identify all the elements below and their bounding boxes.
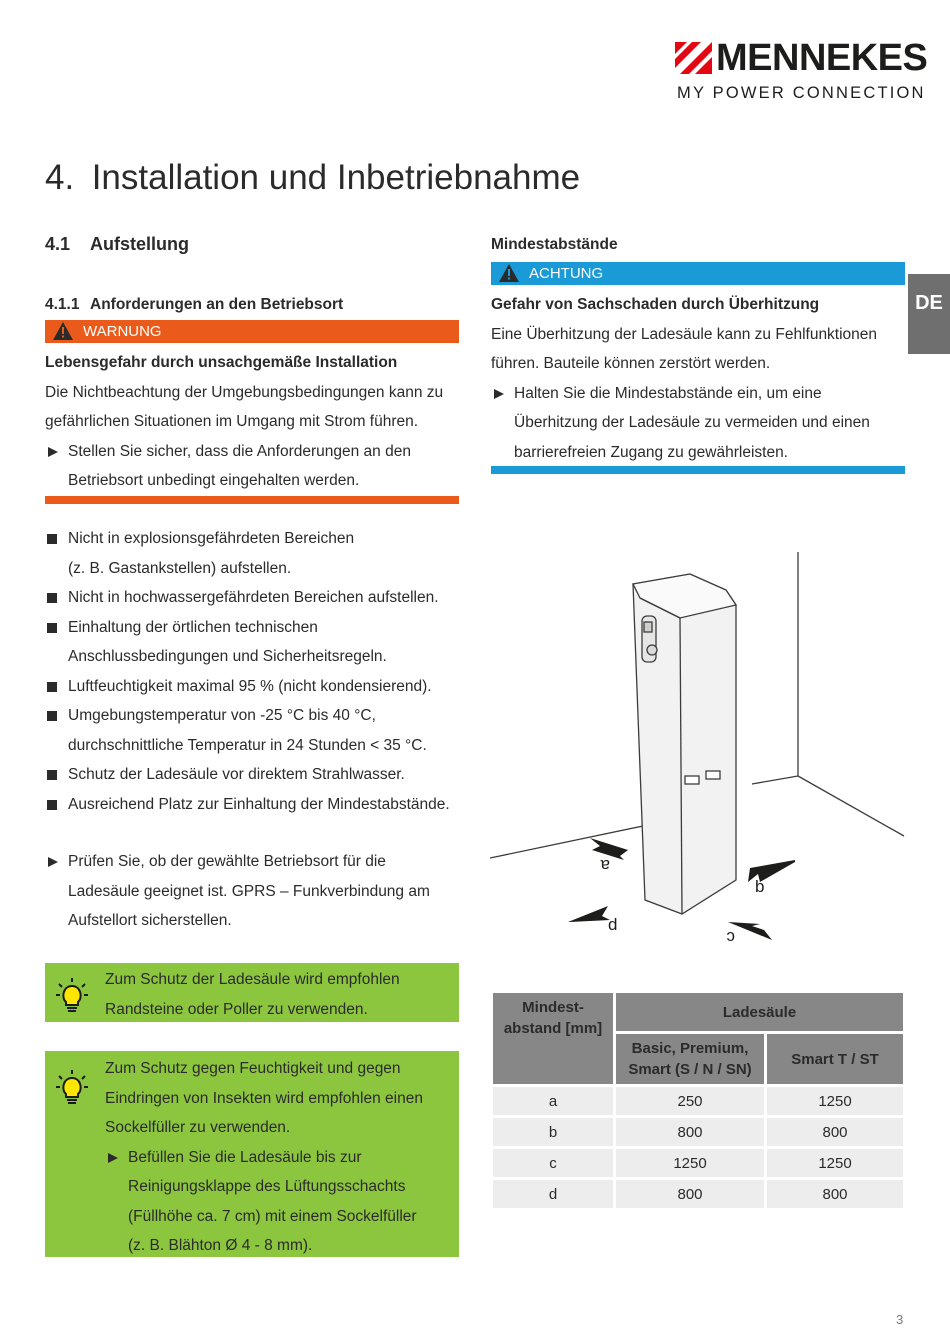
list-item	[45, 701, 475, 760]
col-header-line: abstand [mm]	[503, 1020, 603, 1037]
brand-name: MENNEKES	[716, 37, 928, 79]
list-item	[45, 790, 475, 820]
attention-action-line: barrierefreien Zugang zu gewährleisten.	[514, 443, 788, 461]
attention-heading: Gefahr von Sachschaden durch Überhitzung	[491, 296, 820, 313]
table-cell: 800	[767, 1118, 903, 1146]
list-item	[45, 524, 475, 583]
attention-label: ACHTUNG	[529, 265, 604, 282]
tip-line: Sockelfüller zu verwenden.	[105, 1119, 291, 1136]
chapter-title: 4. Installation und Inbetriebnahme	[45, 158, 581, 197]
list-item-line: Umgebungstemperatur von -25 °C bis 40 °C,	[68, 707, 376, 724]
attention-action-line: Überhitzung der Ladesäule zu vermeiden und einen	[514, 414, 870, 431]
tip-action-line: Befüllen Sie die Ladesäule bis zur	[128, 1148, 362, 1166]
warning-body	[45, 348, 465, 496]
warning-action-line: Betriebsort unbedingt eingehalten werden.	[68, 472, 360, 489]
list-item-line: Nicht in explosionsgefährdeten Bereichen	[68, 530, 355, 547]
list-item	[45, 760, 475, 790]
warning-triangle-icon	[499, 264, 519, 282]
table-cell: 1250	[616, 1149, 764, 1177]
check-action	[45, 847, 488, 936]
col-header-line: Smart (S / N / SN)	[628, 1061, 752, 1078]
diagram-label-a: a	[600, 856, 610, 875]
tip-action	[105, 1143, 459, 1261]
min-distances-title: Mindestabstände	[491, 236, 618, 253]
list-item-line: Ausreichend Platz zur Einhaltung der Mindestabstände.	[68, 795, 450, 813]
table-cell: b	[493, 1118, 613, 1146]
subsection-heading	[45, 296, 343, 314]
attention-text-line: Eine Überhitzung der Ladesäule kann zu Fehlfunktionen	[491, 325, 878, 343]
list-item	[45, 672, 475, 702]
table-cell: 800	[767, 1180, 903, 1208]
list-item-line: Schutz der Ladesäule vor direktem Strahlwasser.	[68, 766, 405, 783]
lightbulb-icon	[55, 977, 89, 1013]
warning-text-line: Die Nichtbeachtung der Umgebungsbedingungen kann zu	[45, 383, 444, 401]
table-row	[493, 1118, 903, 1146]
tip-box-1	[45, 963, 459, 1022]
list-item-line: durchschnittliche Temperatur in 24 Stunden < 35 °C.	[68, 736, 427, 754]
min-distance-table	[490, 990, 906, 1211]
list-item-line: Luftfeuchtigkeit maximal 95 % (nicht kondensierend).	[68, 677, 432, 695]
charging-station-illustration	[633, 574, 736, 914]
col-header-smart: Smart T / ST	[767, 1034, 903, 1084]
attention-bar	[491, 262, 905, 285]
table-cell: c	[493, 1149, 613, 1177]
diagram-label-c: c	[726, 928, 735, 947]
attention-action-line: Halten Sie die Mindestabstände ein, um eine	[514, 384, 822, 402]
list-item-line: Anschlussbedingungen und Sicherheitsregeln.	[68, 648, 387, 665]
tip-line: Eindringen von Insekten wird empfohlen einen	[105, 1089, 423, 1107]
lightbulb-icon	[55, 1069, 89, 1105]
tip-action-line: (Füllhöhe ca. 7 cm) mit einem Sockelfüller	[128, 1207, 417, 1225]
tip-line: Zum Schutz gegen Feuchtigkeit und gegen	[105, 1060, 401, 1077]
attention-body	[491, 290, 911, 467]
table-cell: 800	[616, 1180, 764, 1208]
charging-station-diagram	[490, 550, 906, 950]
tip-action-line: (z. B. Blähton Ø 4 - 8 mm).	[128, 1237, 313, 1254]
tip-line: Zum Schutz der Ladesäule wird empfohlen	[105, 971, 400, 988]
warning-label: WARNUNG	[83, 323, 162, 340]
table-cell: 1250	[767, 1149, 903, 1177]
warning-text-line: gefährlichen Situationen im Umgang mit Strom führen.	[45, 413, 419, 430]
tip-box-2	[45, 1051, 459, 1257]
list-item	[45, 613, 475, 672]
section-title: Aufstellung	[90, 234, 189, 254]
table-cell: d	[493, 1180, 613, 1208]
table-header-row	[493, 993, 903, 1031]
attention-text-line: führen. Bauteile können zerstört werden.	[491, 355, 771, 372]
brand-tagline: MY POWER CONNECTION	[677, 84, 926, 102]
requirements-list	[45, 524, 475, 819]
col-header-line: Mindest-	[522, 999, 584, 1016]
table-row	[493, 1087, 903, 1115]
warning-bar	[45, 320, 459, 343]
warning-action	[45, 437, 465, 496]
col-header-group: Ladesäule	[616, 993, 903, 1031]
warning-triangle-icon	[53, 322, 73, 340]
section-number: 4.1	[45, 234, 71, 254]
col-header-line: Basic, Premium,	[631, 1040, 749, 1057]
table-cell: 250	[616, 1087, 764, 1115]
warning-heading: Lebensgefahr durch unsachgemäße Installation	[45, 354, 398, 371]
col-header-distance	[493, 993, 613, 1084]
brand-logo-mark	[675, 42, 713, 74]
page-number: 3	[896, 1312, 904, 1327]
table-row	[493, 1180, 903, 1208]
list-item	[45, 583, 475, 613]
list-item-line: Einhaltung der örtlichen technischen	[68, 618, 318, 636]
warning-end-bar	[45, 496, 459, 504]
diagram-label-b: b	[755, 877, 765, 896]
diagram-label-d: d	[608, 915, 618, 934]
check-action-line: Aufstellort sicherstellen.	[68, 912, 232, 929]
table-cell: a	[493, 1087, 613, 1115]
attention-end-bar	[491, 466, 905, 474]
check-action-line: Ladesäule geeignet ist. GPRS – Funkverbindung am	[68, 882, 430, 900]
col-header-basic	[616, 1034, 764, 1084]
subsection-number: 4.1.1	[45, 296, 80, 313]
language-tab: DE	[908, 274, 950, 354]
warning-action-line: Stellen Sie sicher, dass die Anforderungen an den	[68, 442, 411, 460]
attention-action	[491, 379, 911, 468]
section-heading	[45, 234, 189, 255]
list-item-line: (z. B. Gastankstellen) aufstellen.	[68, 559, 292, 577]
check-action-line: Prüfen Sie, ob der gewählte Betriebsort für die	[68, 853, 386, 870]
table-cell: 800	[616, 1118, 764, 1146]
table-cell: 1250	[767, 1087, 903, 1115]
table-row	[493, 1149, 903, 1177]
list-item-line: Nicht in hochwassergefährdeten Bereichen aufstellen.	[68, 589, 439, 606]
tip-line: Randsteine oder Poller zu verwenden.	[105, 1000, 368, 1018]
subsection-title: Anforderungen an den Betriebsort	[90, 296, 344, 313]
tip-action-line: Reinigungsklappe des Lüftungsschachts	[128, 1178, 406, 1195]
